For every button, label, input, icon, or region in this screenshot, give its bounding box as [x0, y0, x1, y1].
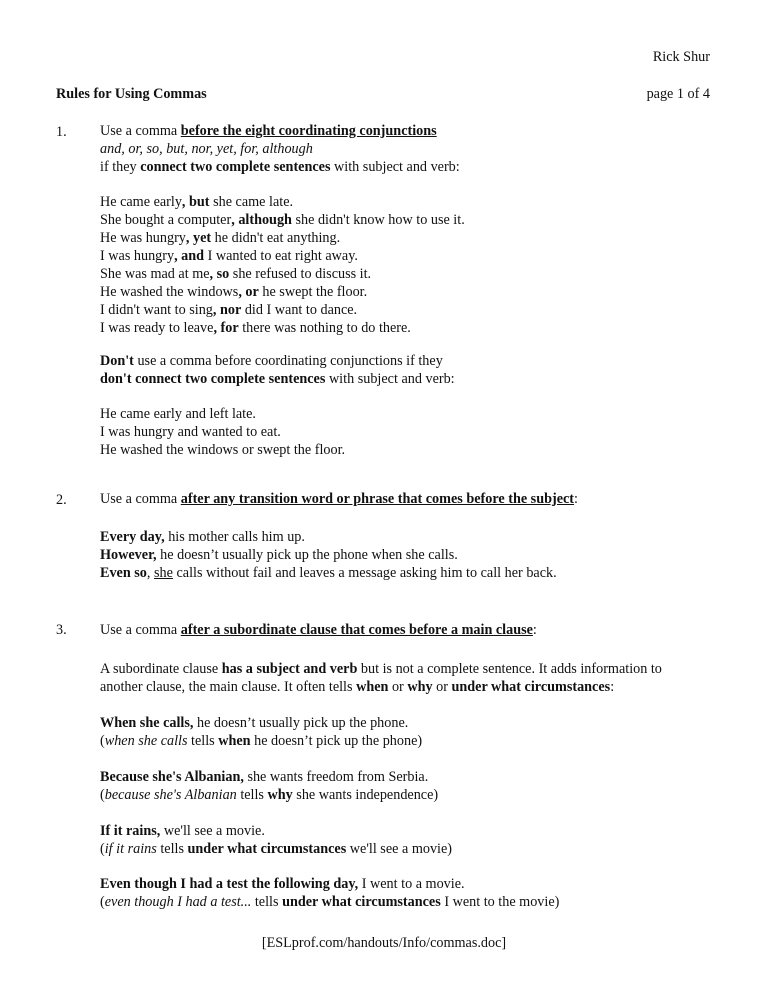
main-clause: she wants freedom from Serbia.: [243, 769, 429, 785]
note-emphasis: when: [218, 733, 251, 749]
rule3-example: [100, 874, 559, 910]
rule2-intro-prefix: Use a comma: [100, 491, 181, 507]
def-prefix: A subordinate clause: [100, 661, 222, 677]
example-main-text: I didn't want to sing: [100, 302, 213, 318]
def-why: why: [407, 679, 433, 695]
example-rest-text: he doesn’t usually pick up the phone when she calls.: [156, 547, 458, 563]
example-main-text: He washed the windows: [100, 284, 239, 300]
note-end: he doesn’t pick up the phone): [250, 733, 423, 749]
example-main-text: I was hungry: [100, 248, 175, 264]
example-main-text: She was mad at me: [100, 266, 210, 282]
example-rest-text: his mother calls him up.: [164, 529, 305, 545]
rule3-intro: [100, 620, 537, 640]
rule1-intro: [100, 121, 437, 141]
rule1-dont-line1: [100, 351, 443, 371]
example-rest-text: she refused to discuss it.: [229, 266, 372, 282]
note-clause: because she's Albanian: [104, 787, 237, 803]
subordinate-clause: When she calls,: [100, 715, 194, 731]
conjunction-list-text: and, or, so, but, nor, yet, for, although: [100, 141, 313, 157]
page-label: page 1 of 4: [646, 86, 710, 102]
note-end: we'll see a movie): [346, 841, 453, 857]
dont-emphasis: Don't: [100, 353, 134, 369]
example-sentence: [100, 767, 438, 785]
def-or: or: [432, 679, 452, 695]
note-paren: (: [100, 787, 105, 803]
example-rest-text: calls without fail and leaves a message asking him to call her back.: [172, 565, 557, 581]
rule1-example: [100, 318, 465, 336]
rule3-definition-line1: [100, 659, 662, 679]
rule1-example-list: [100, 192, 465, 336]
rule3-intro-prefix: Use a comma: [100, 622, 181, 638]
example-comma: ,: [146, 565, 154, 581]
note-tells: tells: [236, 787, 268, 803]
example-sentence: [100, 821, 452, 839]
rule2-intro: [100, 489, 578, 509]
subordinate-clause: Because she's Albanian,: [100, 769, 244, 785]
rule1-example: [100, 264, 465, 282]
rule1-nonexample: He came early and left late.: [100, 406, 256, 422]
rule1-nonexample-list: [100, 404, 345, 458]
rule1-example: [100, 210, 465, 228]
example-rest-text: there was nothing to do there.: [238, 320, 411, 336]
note-emphasis: why: [267, 787, 293, 803]
rule1-condition-prefix: if they: [100, 159, 141, 175]
example-rest-text: she came late.: [209, 194, 294, 210]
example-conjunction: , yet: [185, 230, 212, 246]
rule3-example: [100, 821, 452, 857]
example-conjunction: , for: [213, 320, 239, 336]
def-suffix: but is not a complete sentence. It adds information to: [357, 661, 662, 677]
example-conjunction: , nor: [212, 302, 242, 318]
example-conjunction: , so: [209, 266, 230, 282]
rule1-intro-emphasis: before the eight coordinating conjunctions: [180, 123, 437, 139]
example-rest-text: he didn't eat anything.: [211, 230, 341, 246]
example-main-text: He came early: [100, 194, 182, 210]
example-main-text: I was ready to leave: [100, 320, 214, 336]
dont-rest-text: use a comma before coordinating conjunctions if they: [133, 353, 443, 369]
note-paren: (: [100, 894, 105, 910]
note-emphasis: under what circumstances: [187, 841, 347, 857]
example-sentence: [100, 874, 559, 892]
example-note: [100, 892, 559, 910]
rule3-intro-emphasis: after a subordinate clause that comes before a main clause: [180, 622, 533, 638]
note-emphasis: under what circumstances: [282, 894, 441, 910]
note-end: she wants independence): [292, 787, 439, 803]
rule2-example: [100, 545, 458, 565]
def-prefix: another clause, the main clause. It often tells: [100, 679, 357, 695]
rule1-condition-emphasis: connect two complete sentences: [140, 159, 331, 175]
note-tells: tells: [156, 841, 188, 857]
transition-word: Every day,: [100, 529, 165, 545]
example-sentence: [100, 713, 422, 731]
rule3-definition-line2: [100, 677, 614, 697]
example-subject: she: [154, 565, 173, 581]
transition-word: However,: [100, 547, 157, 563]
rule1-example: [100, 192, 465, 210]
rule1-example: [100, 300, 465, 318]
note-clause: if it rains: [104, 841, 157, 857]
subordinate-clause: Even though I had a test the following day,: [100, 876, 359, 892]
def-emphasis: has a subject and verb: [221, 661, 358, 677]
example-conjunction: , or: [238, 284, 259, 300]
example-rest-text: he swept the floor.: [258, 284, 368, 300]
def-circumstances: under what circumstances: [451, 679, 611, 695]
rule3-number: 3.: [56, 622, 67, 638]
rule1-dont-line2: [100, 369, 455, 389]
dont-line2-emphasis: don't connect two complete sentences: [100, 371, 326, 387]
example-conjunction: , but: [181, 194, 210, 210]
note-clause: even though I had a test...: [104, 894, 252, 910]
note-clause: when she calls: [104, 733, 188, 749]
note-tells: tells: [187, 733, 219, 749]
main-clause: I went to a movie.: [358, 876, 465, 892]
rule2-number: 2.: [56, 492, 67, 508]
rule1-nonexample: He washed the windows or swept the floor.: [100, 442, 346, 458]
rule2-example: [100, 563, 557, 583]
rule1-number: 1.: [56, 124, 67, 140]
note-end: I went to the movie): [440, 894, 560, 910]
example-main-text: She bought a computer: [100, 212, 232, 228]
example-conjunction: , and: [174, 248, 205, 264]
rule1-intro-prefix: Use a comma: [100, 123, 181, 139]
rule3-example: [100, 713, 422, 749]
example-rest-text: she didn't know how to use it.: [291, 212, 465, 228]
rule1-example: [100, 282, 465, 300]
note-paren: (: [100, 733, 105, 749]
example-main-text: He was hungry: [100, 230, 186, 246]
example-rest-text: I wanted to eat right away.: [204, 248, 358, 264]
note-paren: (: [100, 841, 105, 857]
example-rest-text: did I want to dance.: [241, 302, 358, 318]
main-clause: we'll see a movie.: [160, 823, 265, 839]
example-note: [100, 731, 422, 749]
def-colon: :: [610, 679, 615, 695]
rule2-intro-suffix: :: [574, 491, 578, 507]
rule1-conjunction-list: [100, 139, 313, 159]
subordinate-clause: If it rains,: [100, 823, 161, 839]
rule1-condition: [100, 157, 460, 177]
author-name: Rick Shur: [652, 49, 710, 65]
example-conjunction: , although: [231, 212, 292, 228]
def-or: or: [388, 679, 408, 695]
rule1-nonexample: I was hungry and wanted to eat.: [100, 424, 281, 440]
document-title: Rules for Using Commas: [56, 86, 207, 102]
dont-line2-rest-text: with subject and verb:: [325, 371, 455, 387]
rule3-example: [100, 767, 438, 803]
note-tells: tells: [251, 894, 283, 910]
def-when: when: [356, 679, 389, 695]
example-note: [100, 839, 452, 857]
rule2-intro-emphasis: after any transition word or phrase that comes before the subject: [180, 491, 575, 507]
transition-word: Even so: [100, 565, 147, 581]
main-clause: he doesn’t usually pick up the phone.: [193, 715, 409, 731]
rule1-condition-suffix: with subject and verb:: [330, 159, 460, 175]
rule2-example: [100, 527, 305, 547]
rule3-intro-suffix: :: [532, 622, 537, 638]
footer-source: [ESLprof.com/handouts/Info/commas.doc]: [261, 935, 507, 951]
rule1-example: [100, 246, 465, 264]
example-note: [100, 785, 438, 803]
rule1-example: [100, 228, 465, 246]
